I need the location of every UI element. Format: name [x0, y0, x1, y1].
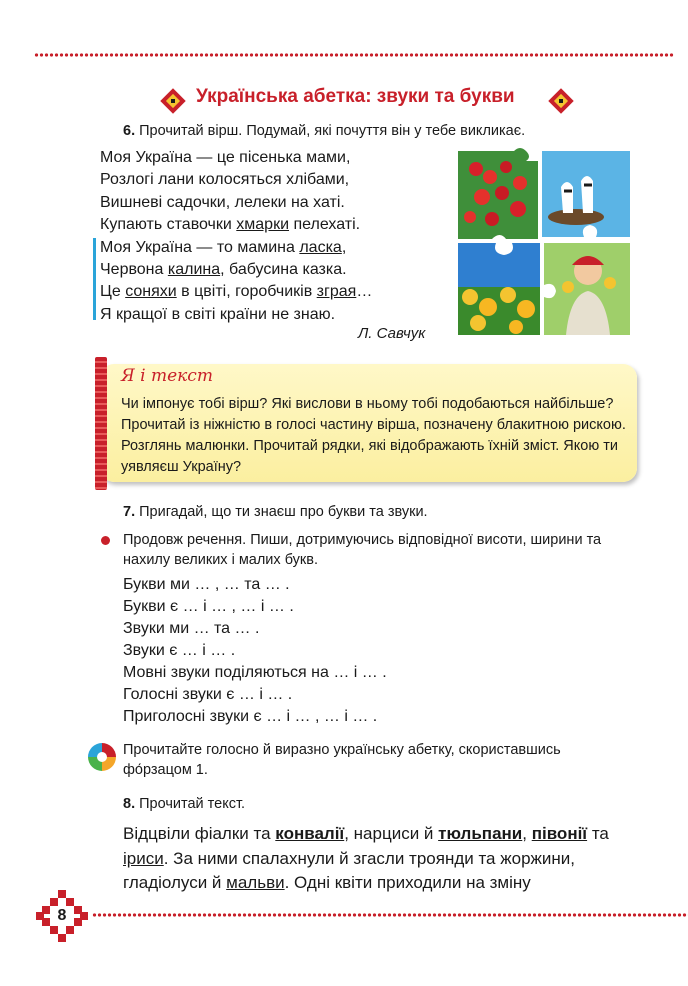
- poem-line: Моя Україна — то мамина ласка,: [100, 238, 347, 256]
- poem-line: Вишневі садочки, лелеки на хаті.: [100, 193, 345, 211]
- puzzle-illustration: [456, 147, 632, 337]
- poem-line: Купають ставочки хмарки пелехаті.: [100, 216, 361, 234]
- poem-line: Моя Україна — це пісенька мами,: [100, 149, 351, 166]
- task-text: Прочитай вірш. Подумай, які почуття він у тебе викликає.: [139, 123, 526, 139]
- list-item: Букви є … і … , … і … .: [123, 598, 294, 615]
- box-title: Я і текст: [121, 366, 213, 386]
- task-number: 6.: [123, 123, 136, 139]
- page-title: Українська абетка: звуки та букви: [196, 86, 515, 107]
- list-item: Букви ми … , … та … .: [123, 576, 290, 593]
- list-item: Звуки є … і … .: [123, 642, 236, 659]
- list-item: Приголосні звуки є … і … , … і … .: [123, 708, 378, 725]
- task-number: 8.: [123, 796, 136, 812]
- list-item: Голосні звуки є … і … .: [123, 686, 293, 703]
- sentence-list: [123, 574, 387, 728]
- poem-author: Л. Савчук: [358, 325, 426, 342]
- sunflowers-picture: [458, 243, 540, 335]
- poem-line: Це соняхи в цвіті, горобчиків зграя…: [100, 283, 373, 301]
- group-work-icon: [88, 743, 116, 771]
- page-number-ornament: [34, 888, 90, 944]
- ornament-icon: [160, 88, 186, 114]
- bookmark-ribbon: [95, 357, 107, 490]
- list-item: Звуки ми … та … .: [123, 620, 260, 637]
- grandmother-picture: [544, 243, 630, 335]
- page-number: 8: [57, 907, 67, 924]
- blue-marker-line: [93, 238, 96, 320]
- task-8-heading: [123, 796, 245, 812]
- task-number: 7.: [123, 504, 136, 520]
- poem-line: Я кращої в світі країни не знаю.: [100, 305, 336, 323]
- poem: [100, 147, 372, 326]
- task-7-heading: [123, 504, 428, 520]
- bottom-ornament-border: [92, 912, 688, 918]
- list-item: Мовні звуки поділяються на … і … .: [123, 664, 387, 681]
- task-text: Прочитай текст.: [139, 796, 246, 812]
- ornament-icon: [548, 88, 574, 114]
- task-6-heading: [123, 123, 525, 139]
- task-8-text: Відцвіли фіалки та конвалії, нарциси й тюльпани, півонії та іриси. За ними спалахнули й згасли троянди та жоржини, гладіолуси й мальви. Одні квіти приходили на зміну: [123, 824, 609, 892]
- task-7-instruction: Продовж речення. Пиши, дотримуючись відповідної висоти, ширини та нахилу великих і малих букв.: [123, 532, 602, 568]
- storks-picture: [542, 151, 630, 237]
- top-ornament-border: [34, 52, 674, 58]
- box-text: Чи імпонує тобі вірш? Які вислови в ньому тобі подобаються найбільше? Прочитай із ніжністю в голосі частину вірша, позначену блакитною рискою. Розглянь малюнки. Прочитай рядки, які відображають їхній зміст. Якою ти уявляєш Україну?: [121, 396, 626, 475]
- viburnum-picture: [458, 148, 538, 239]
- poem-line: Розлогі лани колосяться хлібами,: [100, 171, 350, 189]
- group-task-text: Прочитайте голосно й виразно українську абетку, скориставшись фо́рзацом 1.: [123, 742, 561, 778]
- red-bullet-icon: [101, 536, 110, 545]
- task-text: Пригадай, що ти знаєш про букви та звуки.: [139, 504, 428, 520]
- section-title: [160, 86, 580, 118]
- poem-line: Червона калина, бабусина казка.: [100, 261, 347, 279]
